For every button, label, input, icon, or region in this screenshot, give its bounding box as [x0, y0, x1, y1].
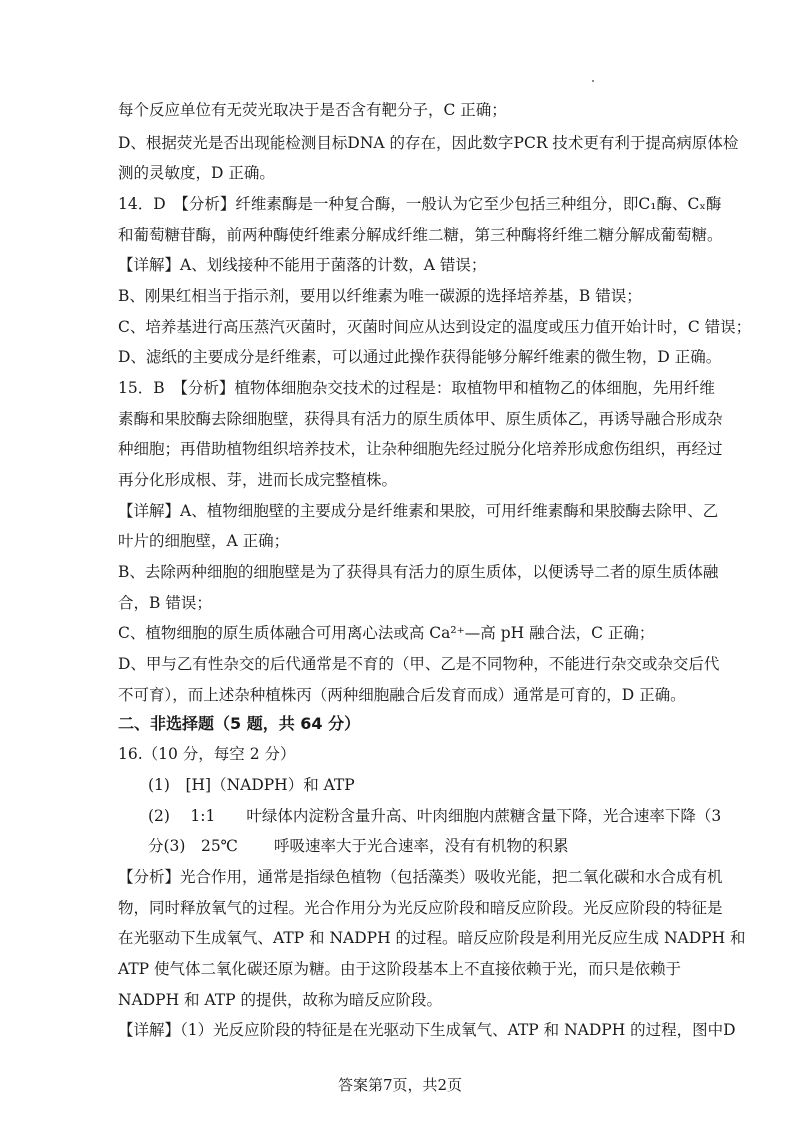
- text-line: 种细胞；再借助植物组织培养技术，让杂种细胞先经过脱分化培养形成愈伤组织，再经过: [118, 440, 723, 458]
- analysis-line: 【详解】（1）光反应阶段的特征是在光驱动下生成氧气、ATP 和 NADPH 的过程，图中D: [118, 1021, 736, 1039]
- analysis-line: 物，同时释放氧气的过程。光合作用分为光反应阶段和暗反应阶段。光反应阶段的特征是: [118, 899, 723, 917]
- answer-3: 分(3) 25℃ 呼吸速率大于光合速率，没有有机物的积累: [148, 837, 569, 855]
- text-line: D、甲与乙有性杂交的后代通常是不育的（甲、乙是不同物种，不能进行杂交或杂交后代: [118, 655, 720, 673]
- analysis-line: 【分析】光合作用，通常是指绿色植物（包括藻类）吸收光能，把二氧化碳和水合成有机: [118, 868, 723, 886]
- text-line: C、培养基进行高压蒸汽灭菌时，灭菌时间应从达到设定的温度或压力值开始计时，C 错误；: [118, 318, 752, 336]
- scan-dot: [592, 80, 594, 82]
- analysis-line: NADPH 和 ATP 的提供，故称为暗反应阶段。: [118, 991, 443, 1009]
- text-line: 【详解】A、划线接种不能用于菌落的计数，A 错误；: [118, 256, 487, 274]
- analysis-line: ATP 使气体二氧化碳还原为糖。由于这阶段基本上不直接依赖于光，而只是依赖于: [118, 960, 682, 978]
- text-line: 不可育），而上述杂种植株丙（两种细胞融合后发育而成）通常是可育的，D 正确。: [118, 686, 686, 704]
- text-line: 每个反应单位有无荧光取决于是否含有靶分子，C 正确；: [118, 101, 507, 119]
- text-line: C、植物细胞的原生质体融合可用离心法或高 Ca²⁺—高 pH 融合法，C 正确；: [118, 624, 655, 642]
- text-line: 素酶和果胶酶去除细胞壁，获得具有活力的原生质体甲、原生质体乙，再诱导融合形成杂: [118, 410, 723, 428]
- text-line: 测的灵敏度，D 正确。: [118, 164, 275, 182]
- question-16-header: 16.（10 分，每空 2 分）: [118, 745, 296, 763]
- text-line: D、滤纸的主要成分是纤维素，可以通过此操作获得能够分解纤维素的微生物，D 正确。: [118, 348, 722, 366]
- text-line: 再分化形成根、芽，进而长成完整植株。: [118, 471, 398, 489]
- text-line: 合，B 错误；: [118, 594, 212, 612]
- answer-1: (1) [H]（NADPH）和 ATP: [148, 776, 355, 794]
- text-line: D、根据荧光是否出现能检测目标DNA 的存在，因此数字PCR 技术更有利于提高病原体检: [118, 134, 739, 152]
- text-line: B、去除两种细胞的细胞壁是为了获得具有活力的原生质体，以便诱导二者的原生质体融: [118, 563, 719, 581]
- text-line: 和葡萄糖苷酶，前两种酶使纤维素分解成纤维二糖，第三种酶将纤维二糖分解成葡萄糖。: [118, 226, 723, 244]
- text-line: 【详解】A、植物细胞壁的主要成分是纤维素和果胶，可用纤维素酶和果胶酶去除甲、乙: [118, 502, 719, 520]
- analysis-line: 在光驱动下生成氧气、ATP 和 NADPH 的过程。暗反应阶段是利用光反应生成 NADPH 和: [118, 929, 746, 947]
- text-line: 叶片的细胞壁，A 正确；: [118, 532, 290, 550]
- text-line: 15．B 【分析】植物体细胞杂交技术的过程是：取植物甲和植物乙的体细胞，先用纤维: [118, 379, 715, 397]
- page-footer: 答案第7页，共2页: [337, 1076, 463, 1094]
- text-line: 14．D 【分析】纤维素酶是一种复合酶，一般认为它至少包括三种组分，即C₁酶、Cₓ酶: [118, 195, 722, 213]
- section-title: 二、非选择题（5 题，共 64 分）: [118, 714, 361, 733]
- text-line: B、刚果红相当于指示剂，要用以纤维素为唯一碳源的选择培养基，B 错误；: [118, 287, 642, 305]
- answer-2: (2) 1:1 叶绿体内淀粉含量升高、叶肉细胞内蔗糖含量下降，光合速率下降（3: [148, 807, 722, 825]
